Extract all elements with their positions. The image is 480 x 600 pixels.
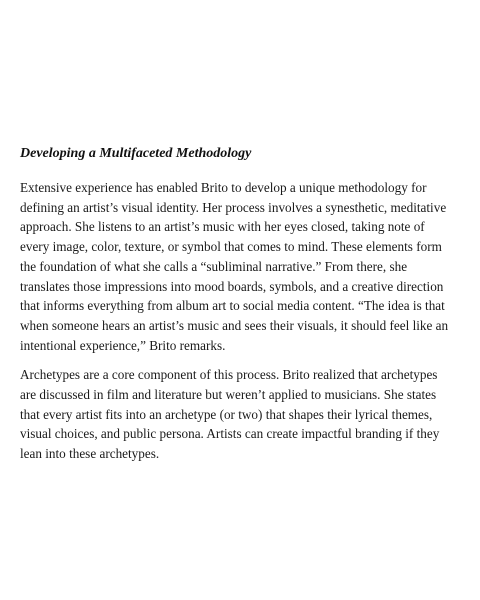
paragraph-archetypes xyxy=(20,365,468,464)
paragraph-methodology xyxy=(20,178,468,355)
section-heading: Developing a Multifaceted Methodology xyxy=(20,146,252,161)
text-line: that informs everything from album art to social media content. “The idea is that xyxy=(20,298,445,314)
text-line: defining an artist’s visual identity. Her process involves a synesthetic, meditative xyxy=(20,199,447,215)
text-line: lean into these archetypes. xyxy=(20,446,160,462)
text-line: every image, color, texture, or symbol that comes to mind. These elements form xyxy=(20,239,442,255)
article-body xyxy=(20,142,468,474)
text-line: Extensive experience has enabled Brito to develop a unique methodology for xyxy=(20,180,427,195)
text-line: translates those impressions into mood boards, symbols, and a creative direction xyxy=(20,278,444,294)
text-line: are discussed in film and literature but weren’t applied to musicians. She states xyxy=(20,387,437,403)
text-line: when someone hears an artist’s music and sees their visuals, it should feel like an xyxy=(20,317,449,333)
text-line: Archetypes are a core component of this process. Brito realized that archetypes xyxy=(20,367,438,383)
text-line: the foundation of what she calls a “subliminal narrative.” From there, she xyxy=(20,258,408,274)
text-line: visual choices, and public persona. Artists can create impactful branding if they xyxy=(20,426,440,442)
text-line: approach. She listens to an artist’s music with her eyes closed, taking note of xyxy=(20,219,425,235)
text-line: intentional experience,” Brito remarks. xyxy=(20,337,226,353)
text-line: that every artist fits into an archetype (or two) that shapes their lyrical themes, xyxy=(20,406,433,422)
